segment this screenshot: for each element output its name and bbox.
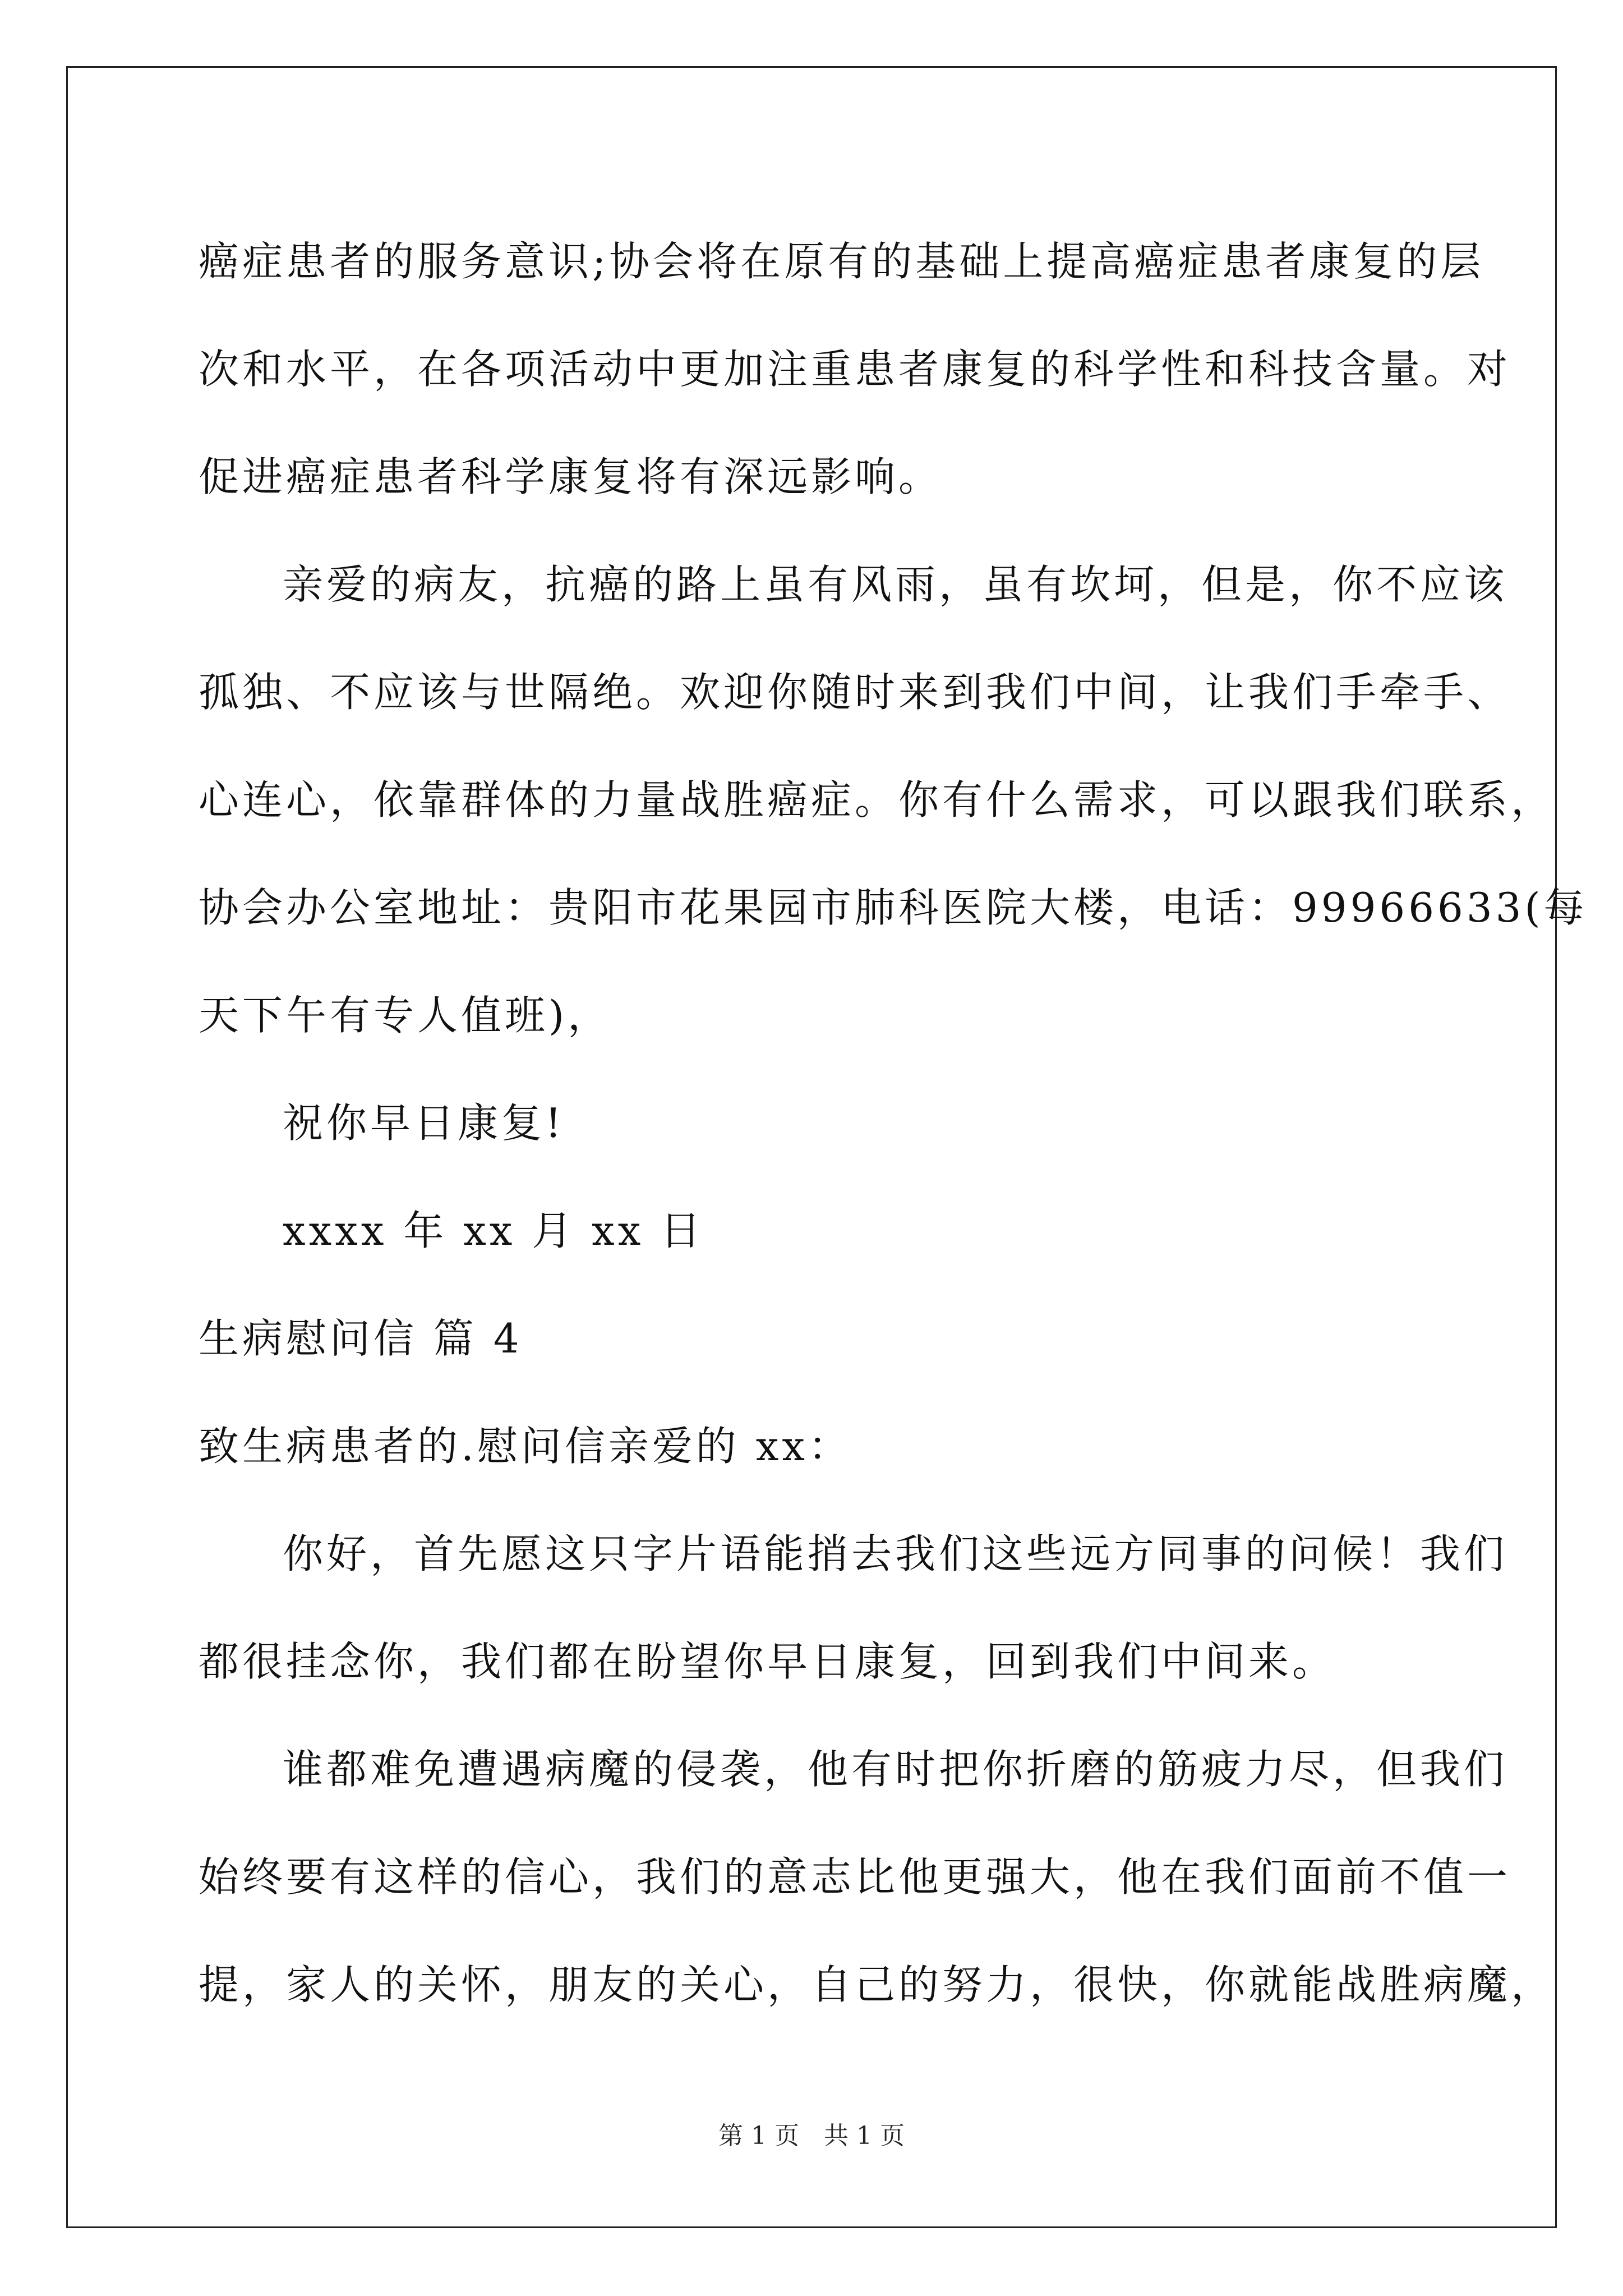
- text-line: 促进癌症患者科学康复将有深远影响。: [199, 453, 943, 500]
- text-line: 次和水平，在各项活动中更加注重患者康复的科学性和科技含量。对: [199, 346, 1511, 393]
- text-line: 天下午有专人值班)，: [199, 992, 612, 1039]
- text-line: xxxx 年 xx 月 xx 日: [283, 1207, 704, 1254]
- text-line: 孤独、不应该与世隔绝。欢迎你随时来到我们中间，让我们手牵手、: [199, 669, 1511, 716]
- text-line: 致生病患者的.慰问信亲爱的 xx：: [199, 1423, 852, 1470]
- text-line: 祝你早日康复!: [283, 1099, 565, 1147]
- text-line: 亲爱的病友，抗癌的路上虽有风雨，虽有坎坷，但是，你不应该: [283, 561, 1508, 608]
- text-line: 生病慰问信 篇 4: [199, 1315, 523, 1362]
- text-line: 协会办公室地址：贵阳市花果园市肺科医院大楼，电话：99966633(每: [199, 884, 1588, 931]
- document-body: [199, 208, 1588, 2039]
- text-line: 始终要有这样的信心，我们的意志比他更强大，他在我们面前不值一: [199, 1853, 1511, 1901]
- text-line: 心连心，依靠群体的力量战胜癌症。你有什么需求，可以跟我们联系，: [199, 776, 1555, 823]
- page-footer: 第 1 页 共 1 页: [718, 2122, 905, 2150]
- text-line: 提，家人的关怀，朋友的关心，自己的努力，很快，你就能战胜病魔，: [199, 1961, 1555, 2008]
- text-line: 谁都难免遭遇病魔的侵袭，他有时把你折磨的筋疲力尽，但我们: [283, 1746, 1508, 1793]
- text-line: 你好，首先愿这只字片语能捎去我们这些远方同事的问候！我们: [283, 1530, 1508, 1577]
- text-line: 癌症患者的服务意识;协会将在原有的基础上提高癌症患者康复的层: [199, 238, 1484, 285]
- text-line: 都很挂念你，我们都在盼望你早日康复，回到我们中间来。: [199, 1638, 1336, 1685]
